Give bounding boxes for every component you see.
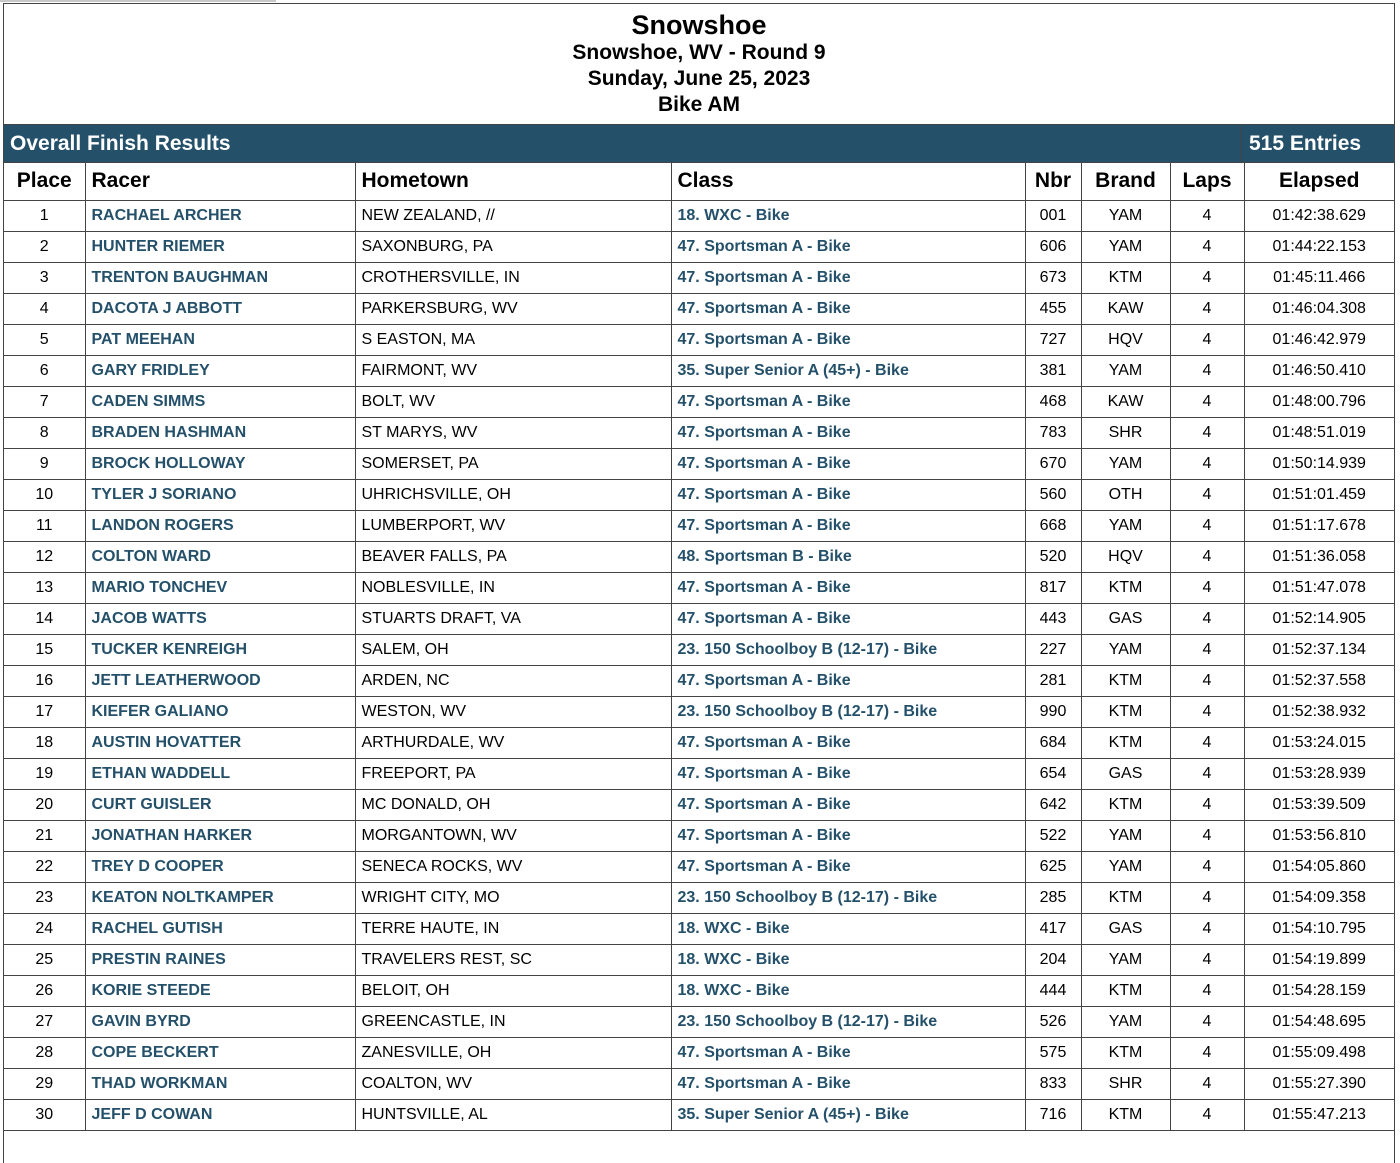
elapsed-cell: 01:52:37.558 [1244,665,1394,696]
place-cell: 5 [4,324,85,355]
laps-cell: 4 [1170,448,1244,479]
laps-cell: 4 [1170,758,1244,789]
class-link[interactable]: 35. Super Senior A (45+) - Bike [671,355,1025,386]
brand-cell: SHR [1081,1068,1170,1099]
racer-name-link[interactable]: RACHAEL ARCHER [85,200,355,231]
elapsed-cell: 01:50:14.939 [1244,448,1394,479]
laps-cell: 4 [1170,386,1244,417]
brand-cell: YAM [1081,851,1170,882]
entries-count: 515 Entries [1249,132,1362,155]
class-link[interactable]: 47. Sportsman A - Bike [671,1037,1025,1068]
class-link[interactable]: 47. Sportsman A - Bike [671,851,1025,882]
elapsed-cell: 01:54:05.860 [1244,851,1394,882]
brand-cell: KAW [1081,386,1170,417]
col-hometown-header: Hometown [355,163,671,200]
brand-cell: KTM [1081,882,1170,913]
laps-cell: 4 [1170,355,1244,386]
racer-name-link[interactable]: COLTON WARD [85,541,355,572]
overall-results-label: Overall Finish Results [4,125,1242,162]
table-row [4,727,1394,758]
number-cell: 560 [1025,479,1081,510]
brand-cell: HQV [1081,324,1170,355]
class-link[interactable]: 47. Sportsman A - Bike [671,324,1025,355]
hometown-cell: PARKERSBURG, WV [355,293,671,324]
table-row [4,200,1394,231]
elapsed-cell: 01:54:28.159 [1244,975,1394,1006]
laps-cell: 4 [1170,1068,1244,1099]
hometown-cell: STUARTS DRAFT, VA [355,603,671,634]
hometown-cell: TRAVELERS REST, SC [355,944,671,975]
col-racer-header: Racer [85,163,355,200]
place-cell: 6 [4,355,85,386]
place-cell: 9 [4,448,85,479]
laps-cell: 4 [1170,293,1244,324]
hometown-cell: GREENCASTLE, IN [355,1006,671,1037]
table-row [4,1037,1394,1068]
racer-name-link[interactable]: JEFF D COWAN [85,1099,355,1130]
brand-cell: KTM [1081,1099,1170,1130]
place-cell: 10 [4,479,85,510]
table-row [4,696,1394,727]
event-header [4,4,1394,125]
place-cell: 22 [4,851,85,882]
number-cell: 468 [1025,386,1081,417]
event-subtitle: Snowshoe, WV - Round 9 [572,41,826,64]
brand-cell: KTM [1081,572,1170,603]
laps-cell: 4 [1170,820,1244,851]
place-cell: 7 [4,386,85,417]
place-cell: 20 [4,789,85,820]
laps-cell: 4 [1170,262,1244,293]
racer-name-link[interactable]: JETT LEATHERWOOD [85,665,355,696]
number-cell: 625 [1025,851,1081,882]
class-link[interactable]: 47. Sportsman A - Bike [671,665,1025,696]
number-cell: 417 [1025,913,1081,944]
racer-name-link[interactable]: LANDON ROGERS [85,510,355,541]
col-place-header: Place [4,163,85,200]
racer-name-link[interactable]: HUNTER RIEMER [85,231,355,262]
place-cell: 26 [4,975,85,1006]
hometown-cell: BEAVER FALLS, PA [355,541,671,572]
elapsed-cell: 01:54:09.358 [1244,882,1394,913]
brand-cell: YAM [1081,820,1170,851]
number-cell: 520 [1025,541,1081,572]
elapsed-cell: 01:46:50.410 [1244,355,1394,386]
brand-cell: YAM [1081,634,1170,665]
hometown-cell: NEW ZEALAND, // [355,200,671,231]
place-cell: 11 [4,510,85,541]
table-row [4,293,1394,324]
laps-cell: 4 [1170,479,1244,510]
class-link[interactable]: 23. 150 Schoolboy B (12-17) - Bike [671,634,1025,665]
class-link[interactable]: 47. Sportsman A - Bike [671,448,1025,479]
laps-cell: 4 [1170,231,1244,262]
elapsed-cell: 01:55:47.213 [1244,1099,1394,1130]
event-title: Snowshoe [631,10,767,40]
racer-name-link[interactable]: AUSTIN HOVATTER [85,727,355,758]
class-link[interactable]: 47. Sportsman A - Bike [671,820,1025,851]
place-cell: 23 [4,882,85,913]
place-cell: 3 [4,262,85,293]
elapsed-cell: 01:46:04.308 [1244,293,1394,324]
place-cell: 8 [4,417,85,448]
table-row [4,789,1394,820]
table-row [4,944,1394,975]
laps-cell: 4 [1170,572,1244,603]
place-cell: 15 [4,634,85,665]
elapsed-cell: 01:52:37.134 [1244,634,1394,665]
racer-name-link[interactable]: CURT GUISLER [85,789,355,820]
brand-cell: KAW [1081,293,1170,324]
brand-cell: GAS [1081,603,1170,634]
brand-cell: YAM [1081,944,1170,975]
laps-cell: 4 [1170,665,1244,696]
elapsed-cell: 01:54:19.899 [1244,944,1394,975]
place-cell: 19 [4,758,85,789]
table-row [4,882,1394,913]
hometown-cell: TERRE HAUTE, IN [355,913,671,944]
hometown-cell: SENECA ROCKS, WV [355,851,671,882]
elapsed-cell: 01:45:11.466 [1244,262,1394,293]
class-link[interactable]: 47. Sportsman A - Bike [671,386,1025,417]
racer-name-link[interactable]: THAD WORKMAN [85,1068,355,1099]
table-row [4,386,1394,417]
class-link[interactable]: 47. Sportsman A - Bike [671,417,1025,448]
number-cell: 281 [1025,665,1081,696]
hometown-cell: MORGANTOWN, WV [355,820,671,851]
racer-name-link[interactable]: PRESTIN RAINES [85,944,355,975]
laps-cell: 4 [1170,727,1244,758]
table-row [4,572,1394,603]
table-row [4,448,1394,479]
class-link[interactable]: 47. Sportsman A - Bike [671,572,1025,603]
class-link[interactable]: 47. Sportsman A - Bike [671,603,1025,634]
number-cell: 381 [1025,355,1081,386]
hometown-cell: ARTHURDALE, WV [355,727,671,758]
top-scroll-strip [0,0,276,2]
table-row [4,975,1394,1006]
table-row [4,479,1394,510]
class-link[interactable]: 47. Sportsman A - Bike [671,262,1025,293]
number-cell: 443 [1025,603,1081,634]
number-cell: 285 [1025,882,1081,913]
hometown-cell: ZANESVILLE, OH [355,1037,671,1068]
number-cell: 684 [1025,727,1081,758]
hometown-cell: HUNTSVILLE, AL [355,1099,671,1130]
hometown-cell: SALEM, OH [355,634,671,665]
table-row [4,541,1394,572]
laps-cell: 4 [1170,541,1244,572]
elapsed-cell: 01:44:22.153 [1244,231,1394,262]
class-link[interactable]: 47. Sportsman A - Bike [671,231,1025,262]
laps-cell: 4 [1170,603,1244,634]
class-link[interactable]: 47. Sportsman A - Bike [671,293,1025,324]
place-cell: 2 [4,231,85,262]
laps-cell: 4 [1170,696,1244,727]
number-cell: 727 [1025,324,1081,355]
brand-cell: YAM [1081,448,1170,479]
racer-name-link[interactable]: ETHAN WADDELL [85,758,355,789]
class-link[interactable]: 47. Sportsman A - Bike [671,1068,1025,1099]
hometown-cell: ST MARYS, WV [355,417,671,448]
hometown-cell: BOLT, WV [355,386,671,417]
elapsed-cell: 01:51:47.078 [1244,572,1394,603]
elapsed-cell: 01:54:10.795 [1244,913,1394,944]
table-row [4,665,1394,696]
hometown-cell: WESTON, WV [355,696,671,727]
laps-cell: 4 [1170,789,1244,820]
col-nbr-header: Nbr [1025,163,1081,200]
brand-cell: YAM [1081,200,1170,231]
hometown-cell: CROTHERSVILLE, IN [355,262,671,293]
brand-cell: KTM [1081,727,1170,758]
laps-cell: 4 [1170,634,1244,665]
elapsed-cell: 01:53:28.939 [1244,758,1394,789]
number-cell: 990 [1025,696,1081,727]
brand-cell: YAM [1081,355,1170,386]
racer-name-link[interactable]: TYLER J SORIANO [85,479,355,510]
racer-name-link[interactable]: RACHEL GUTISH [85,913,355,944]
racer-name-link[interactable]: TUCKER KENREIGH [85,634,355,665]
laps-cell: 4 [1170,510,1244,541]
number-cell: 522 [1025,820,1081,851]
place-cell: 29 [4,1068,85,1099]
elapsed-cell: 01:52:14.905 [1244,603,1394,634]
table-row [4,417,1394,448]
class-link[interactable]: 18. WXC - Bike [671,975,1025,1006]
racer-name-link[interactable]: BRADEN HASHMAN [85,417,355,448]
table-row [4,634,1394,665]
elapsed-cell: 01:51:36.058 [1244,541,1394,572]
hometown-cell: FREEPORT, PA [355,758,671,789]
place-cell: 27 [4,1006,85,1037]
laps-cell: 4 [1170,882,1244,913]
laps-cell: 4 [1170,200,1244,231]
laps-cell: 4 [1170,1099,1244,1130]
results-table [4,163,1394,1131]
number-cell: 670 [1025,448,1081,479]
hometown-cell: SOMERSET, PA [355,448,671,479]
place-cell: 1 [4,200,85,231]
elapsed-cell: 01:53:56.810 [1244,820,1394,851]
number-cell: 575 [1025,1037,1081,1068]
number-cell: 227 [1025,634,1081,665]
class-link[interactable]: 18. WXC - Bike [671,944,1025,975]
brand-cell: YAM [1081,510,1170,541]
laps-cell: 4 [1170,944,1244,975]
brand-cell: KTM [1081,789,1170,820]
elapsed-cell: 01:53:39.509 [1244,789,1394,820]
class-link[interactable]: 48. Sportsman B - Bike [671,541,1025,572]
col-elapsed-header: Elapsed [1244,163,1394,200]
table-row [4,231,1394,262]
brand-cell: KTM [1081,665,1170,696]
col-class-header: Class [671,163,1025,200]
brand-cell: KTM [1081,1037,1170,1068]
brand-cell: GAS [1081,758,1170,789]
brand-cell: KTM [1081,696,1170,727]
racer-name-link[interactable]: MARIO TONCHEV [85,572,355,603]
racer-name-link[interactable]: GAVIN BYRD [85,1006,355,1037]
hometown-cell: MC DONALD, OH [355,789,671,820]
hometown-cell: LUMBERPORT, WV [355,510,671,541]
number-cell: 526 [1025,1006,1081,1037]
place-cell: 17 [4,696,85,727]
hometown-cell: ARDEN, NC [355,665,671,696]
racer-name-link[interactable]: PAT MEEHAN [85,324,355,355]
racer-name-link[interactable]: KIEFER GALIANO [85,696,355,727]
class-link[interactable]: 18. WXC - Bike [671,200,1025,231]
table-row [4,820,1394,851]
class-link[interactable]: 23. 150 Schoolboy B (12-17) - Bike [671,882,1025,913]
place-cell: 12 [4,541,85,572]
laps-cell: 4 [1170,417,1244,448]
results-sheet [3,3,1395,1163]
laps-cell: 4 [1170,851,1244,882]
brand-cell: SHR [1081,417,1170,448]
class-link[interactable]: 47. Sportsman A - Bike [671,758,1025,789]
class-link[interactable]: 47. Sportsman A - Bike [671,479,1025,510]
results-band [4,125,1394,163]
hometown-cell: S EASTON, MA [355,324,671,355]
table-row [4,1068,1394,1099]
place-cell: 13 [4,572,85,603]
col-brand-header: Brand [1081,163,1170,200]
class-link[interactable]: 35. Super Senior A (45+) - Bike [671,1099,1025,1130]
place-cell: 18 [4,727,85,758]
racer-name-link[interactable]: KORIE STEEDE [85,975,355,1006]
elapsed-cell: 01:51:17.678 [1244,510,1394,541]
racer-name-link[interactable]: CADEN SIMMS [85,386,355,417]
racer-name-link[interactable]: BROCK HOLLOWAY [85,448,355,479]
laps-cell: 4 [1170,913,1244,944]
table-row [4,510,1394,541]
brand-cell: KTM [1081,975,1170,1006]
racer-name-link[interactable]: COPE BECKERT [85,1037,355,1068]
laps-cell: 4 [1170,1006,1244,1037]
place-cell: 30 [4,1099,85,1130]
hometown-cell: BELOIT, OH [355,975,671,1006]
number-cell: 668 [1025,510,1081,541]
table-row [4,262,1394,293]
laps-cell: 4 [1170,324,1244,355]
hometown-cell: UHRICHSVILLE, OH [355,479,671,510]
place-cell: 4 [4,293,85,324]
table-row [4,603,1394,634]
laps-cell: 4 [1170,975,1244,1006]
number-cell: 642 [1025,789,1081,820]
place-cell: 25 [4,944,85,975]
hometown-cell: SAXONBURG, PA [355,231,671,262]
class-link[interactable]: 18. WXC - Bike [671,913,1025,944]
brand-cell: YAM [1081,231,1170,262]
brand-cell: GAS [1081,913,1170,944]
number-cell: 606 [1025,231,1081,262]
elapsed-cell: 01:48:00.796 [1244,386,1394,417]
elapsed-cell: 01:42:38.629 [1244,200,1394,231]
place-cell: 16 [4,665,85,696]
elapsed-cell: 01:52:38.932 [1244,696,1394,727]
number-cell: 673 [1025,262,1081,293]
header-row [4,163,1394,200]
hometown-cell: COALTON, WV [355,1068,671,1099]
place-cell: 28 [4,1037,85,1068]
place-cell: 24 [4,913,85,944]
laps-cell: 4 [1170,1037,1244,1068]
number-cell: 455 [1025,293,1081,324]
class-link[interactable]: 23. 150 Schoolboy B (12-17) - Bike [671,1006,1025,1037]
class-link[interactable]: 47. Sportsman A - Bike [671,727,1025,758]
number-cell: 783 [1025,417,1081,448]
class-link[interactable]: 47. Sportsman A - Bike [671,510,1025,541]
brand-cell: YAM [1081,1006,1170,1037]
elapsed-cell: 01:55:27.390 [1244,1068,1394,1099]
elapsed-cell: 01:53:24.015 [1244,727,1394,758]
table-row [4,1006,1394,1037]
elapsed-cell: 01:48:51.019 [1244,417,1394,448]
hometown-cell: FAIRMONT, WV [355,355,671,386]
number-cell: 716 [1025,1099,1081,1130]
number-cell: 654 [1025,758,1081,789]
racer-name-link[interactable]: KEATON NOLTKAMPER [85,882,355,913]
racer-name-link[interactable]: JACOB WATTS [85,603,355,634]
table-row [4,1099,1394,1130]
table-row [4,355,1394,386]
racer-name-link[interactable]: TRENTON BAUGHMAN [85,262,355,293]
brand-cell: HQV [1081,541,1170,572]
racer-name-link[interactable]: TREY D COOPER [85,851,355,882]
table-row [4,758,1394,789]
number-cell: 001 [1025,200,1081,231]
hometown-cell: NOBLESVILLE, IN [355,572,671,603]
class-link[interactable]: 23. 150 Schoolboy B (12-17) - Bike [671,696,1025,727]
elapsed-cell: 01:54:48.695 [1244,1006,1394,1037]
table-row [4,324,1394,355]
elapsed-cell: 01:51:01.459 [1244,479,1394,510]
event-session: Bike AM [657,93,741,116]
class-link[interactable]: 47. Sportsman A - Bike [671,789,1025,820]
number-cell: 817 [1025,572,1081,603]
elapsed-cell: 01:55:09.498 [1244,1037,1394,1068]
racer-name-link[interactable]: JONATHAN HARKER [85,820,355,851]
number-cell: 444 [1025,975,1081,1006]
col-laps-header: Laps [1170,163,1244,200]
brand-cell: OTH [1081,479,1170,510]
table-row [4,913,1394,944]
event-date: Sunday, June 25, 2023 [587,67,811,90]
brand-cell: KTM [1081,262,1170,293]
hometown-cell: WRIGHT CITY, MO [355,882,671,913]
elapsed-cell: 01:46:42.979 [1244,324,1394,355]
racer-name-link[interactable]: DACOTA J ABBOTT [85,293,355,324]
number-cell: 833 [1025,1068,1081,1099]
table-row [4,851,1394,882]
racer-name-link[interactable]: GARY FRIDLEY [85,355,355,386]
number-cell: 204 [1025,944,1081,975]
place-cell: 21 [4,820,85,851]
place-cell: 14 [4,603,85,634]
